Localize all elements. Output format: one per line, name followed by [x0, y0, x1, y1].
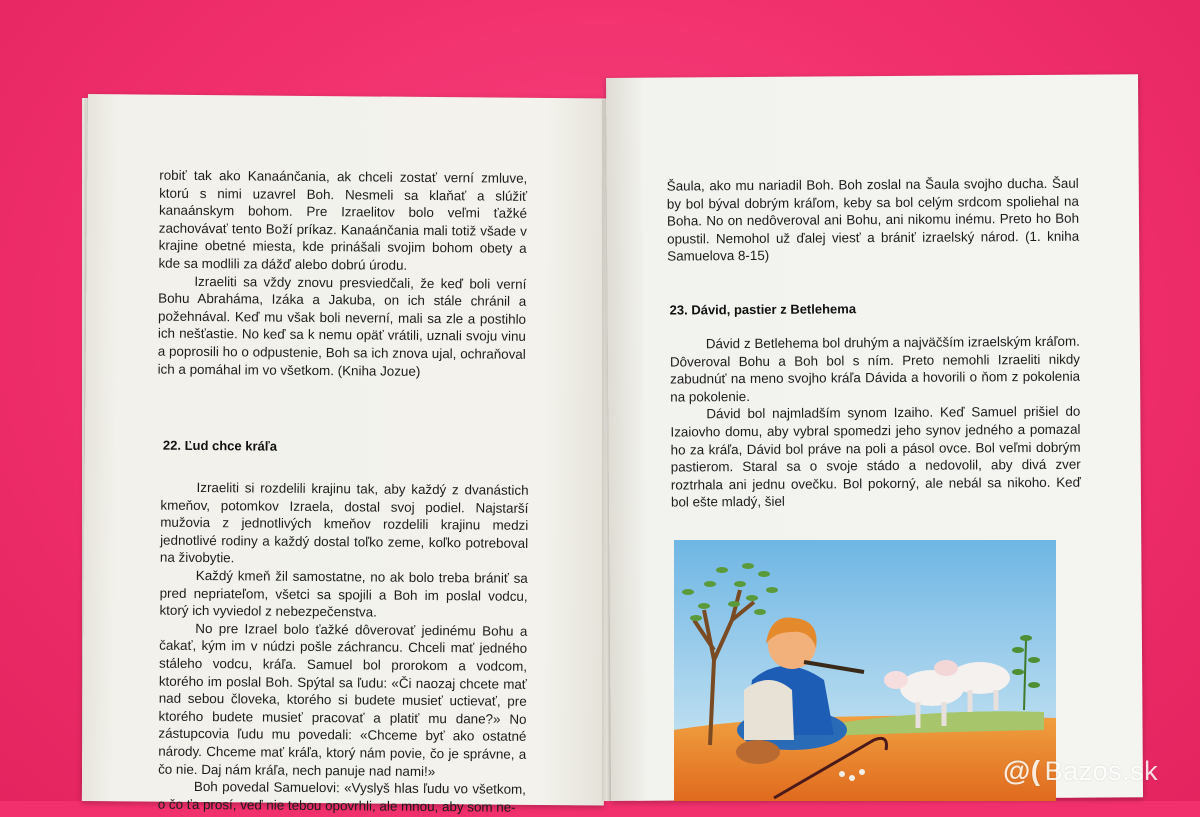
left-section-paragraph-1: Izraeliti si rozdelili krajinu tak, aby každý z dvanástich kmeňov, potomkov Izraela, dostal svoj podiel. Najstarší mužovia z jednotlivých kmeňov rozdelili krajinu medzi jednotlivé rodiny a každý dostal toľko zeme, koľko potreboval na živobytie. — [159, 479, 529, 566]
watermark-symbol: @( — [1003, 755, 1041, 786]
right-page-intro-text — [667, 175, 1080, 266]
right-section-paragraph-1: Dávid z Betlehema bol druhým a najväčším izraelským kráľom. Dôveroval Bohu a Boh bol s ním. Preto nemohli Izraeliti nikdy zabudnúť na meno svojho kráľa Dávida a hovorili o ňom z pokolenia na pokolenie. — [669, 333, 1081, 405]
watermark-text: Bazos.sk — [1044, 756, 1159, 786]
right-paragraph-1: Šaula, ako mu nariadil Boh. Boh zoslal na Šaula svojho ducha. Šaul by bol býval dobrým kráľom, keby sa bol celým srdcom spoliehal na Boha. No on nedôveroval ani Bohu, ani nikomu inému. Preto ho Boh opustil. Nemohol už ďalej viesť a brániť izraelský národ. (1. kniha Samuelova 8-15) — [666, 175, 1080, 264]
shepherd-illustration-svg — [674, 540, 1056, 801]
bazos-watermark — [1003, 755, 1158, 787]
left-paragraph-2: Izraeliti sa vždy znovu presviedčali, že keď boli verní Bohu Abraháma, Izáka a Jakuba, on ich stále chránil a požehnával. Keď mu však boli neverní, mali sa zle a postihlo ich nešťastie. No keď sa k nemu opäť vrátili, uznali svoju vinu a poprosili ho o odpustenie, Boh sa ich znova ujal, ochraňoval ich a pomáhal im vo všetkom. (Kniha Jozue) — [157, 273, 527, 379]
left-paragraph-1: robiť tak ako Kanaánčania, ak chceli zostať verní zmluve, ktorú s nimi uzavrel Boh. Nesmeli sa klaňať a slúžiť kanaánskym bohom. Pre Izraelitov bolo veľmi ťažké zachovávať tento Boží príkaz. Kanaánčania mali totiž všade v krajine obetné miesta, kde prinášali svojim bohom obety a kde sa modlili za dážď alebo dobrú úrodu. — [158, 167, 528, 273]
shepherd-illustration — [674, 540, 1056, 801]
left-page — [82, 94, 610, 815]
left-section-paragraph-4: Boh povedal Samuelovi: «Vyslyš hlas ľudu vo všetkom, o čo ťa prosí, veď nie tebou opovrhli, ale mnou, aby som ne- — [157, 779, 527, 815]
right-section-heading: 23. Dávid, pastier z Betlehema — [669, 301, 857, 318]
sheep-1-head — [884, 671, 908, 689]
left-page-section-text — [158, 479, 529, 816]
left-section-heading: 22. Ľud chce kráľa — [162, 437, 278, 454]
sheep-2-head — [934, 660, 958, 676]
right-section-paragraph-2: Dávid bol najmladším synom Izaiho. Keď Samuel prišiel do Izaiovho domu, aby vybral spomedzi jeho synov jedného a pomazal ho za kráľa, Dávid bol práve na poli a pásol ovce. Bol veľmi dobrým pastierom. Staral sa o svoje stádo a nedovolil, aby divá zver roztrhala ani jednu ovečku. Bol pokorný, ale nebál sa nikoho. Keď bol ešte mladý, šiel — [670, 404, 1081, 510]
left-page-intro-text — [158, 167, 528, 381]
left-section-paragraph-3: No pre Izrael bolo ťažké dôverovať jedinému Bohu a čakať, kým im v núdzi pošle záchrancu. Chceli mať jedného stáleho vodcu, kráľa. Samuel bol prorokom a vodcom, ktorého im poslal Boh. Spýtal sa ľudu: «Či naozaj chcete mať nad sebou človeka, ktorého si budete musieť uctievať, pre ktorého budete musieť pracovať a platiť mu dane?» No zástupcovia ľudu mu povedali: «Chceme byť ako ostatné národy. Chceme mať kráľa, ktorý nám povie, čo je správne, a čo nie. Daj nám kráľa, nech panuje nad nami!» — [158, 620, 528, 779]
sheepskin-vest — [744, 680, 794, 740]
right-page-section-text — [670, 333, 1081, 512]
sheep-2 — [950, 662, 1010, 694]
left-section-paragraph-2: Každý kmeň žil samostatne, no ak bolo treba brániť sa pred nepriateľom, všetci sa spojili a Boh im poslal vodcu, ktorý ich vyviedol z nebezpečenstva. — [159, 567, 528, 620]
shepherd-bag — [736, 740, 780, 764]
